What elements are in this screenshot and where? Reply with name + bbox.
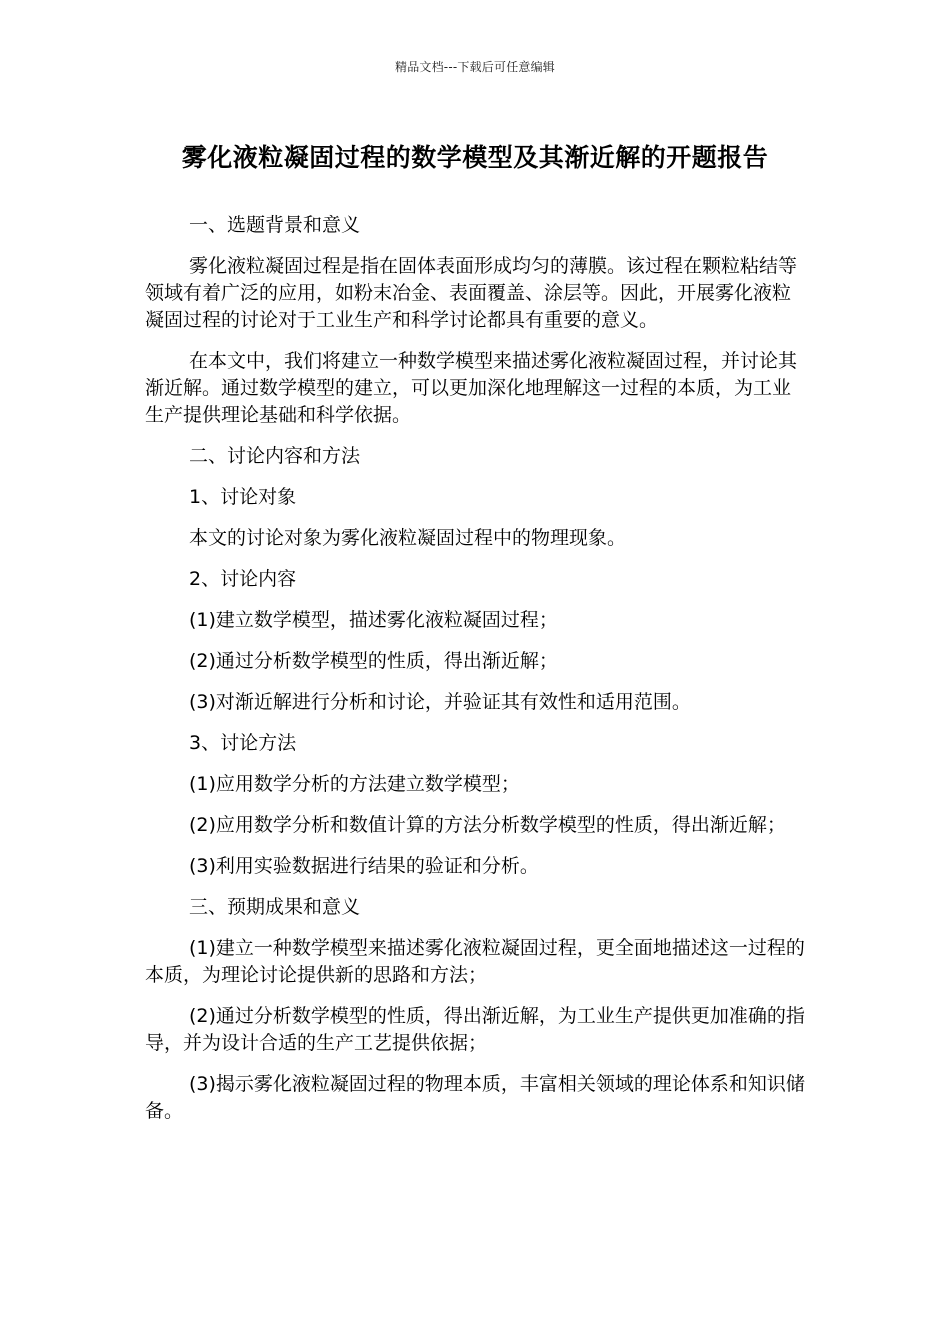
list-item-content-2: (2)通过分析数学模型的性质，得出渐近解； (189, 650, 558, 672)
list-item-outcome-2: (2)通过分析数学模型的性质，得出渐近解，为工业生产提供更加准确的指导，并为设计合适的生产工艺提供依据； (145, 1005, 805, 1054)
paragraph-background-2: 在本文中，我们将建立一种数学模型来描述雾化液粒凝固过程，并讨论其渐近解。通过数学模型的建立，可以更加深化地理解这一过程的本质，为工业生产提供理论基础和科学依据。 (145, 350, 798, 426)
document-title: 雾化液粒凝固过程的数学模型及其渐近解的开题报告 (181, 143, 769, 172)
list-item-method-2: (2)应用数学分析和数值计算的方法分析数学模型的性质，得出渐近解； (189, 814, 786, 836)
section-heading-content-method: 二、讨论内容和方法 (189, 445, 361, 467)
list-item-outcome-1: (1)建立一种数学模型来描述雾化液粒凝固过程，更全面地描述这一过程的本质，为理论讨论提供新的思路和方法； (145, 937, 805, 986)
section-heading-outcome: 三、预期成果和意义 (189, 896, 361, 918)
list-item-content-1: (1)建立数学模型，描述雾化液粒凝固过程； (189, 609, 558, 631)
section-heading-background: 一、选题背景和意义 (189, 214, 361, 236)
list-item-content-3: (3)对渐近解进行分析和讨论，并验证其有效性和适用范围。 (189, 691, 691, 713)
subheading-object: 1、讨论对象 (189, 486, 297, 508)
list-item-outcome-3: (3)揭示雾化液粒凝固过程的物理本质，丰富相关领域的理论体系和知识储备。 (145, 1073, 805, 1122)
list-item-method-3: (3)利用实验数据进行结果的验证和分析。 (189, 855, 539, 877)
subheading-method: 3、讨论方法 (189, 732, 297, 754)
paragraph-object: 本文的讨论对象为雾化液粒凝固过程中的物理现象。 (189, 527, 627, 549)
document-body (145, 212, 805, 1139)
page-header-note: 精品文档---下载后可任意编辑 (395, 60, 555, 74)
list-item-method-1: (1)应用数学分析的方法建立数学模型； (189, 773, 520, 795)
paragraph-background-1: 雾化液粒凝固过程是指在固体表面形成均匀的薄膜。该过程在颗粒粘结等领域有着广泛的应用，如粉末冶金、表面覆盖、涂层等。因此，开展雾化液粒凝固过程的讨论对于工业生产和科学讨论都具有重要的意义。 (145, 255, 798, 331)
subheading-content: 2、讨论内容 (189, 568, 297, 590)
